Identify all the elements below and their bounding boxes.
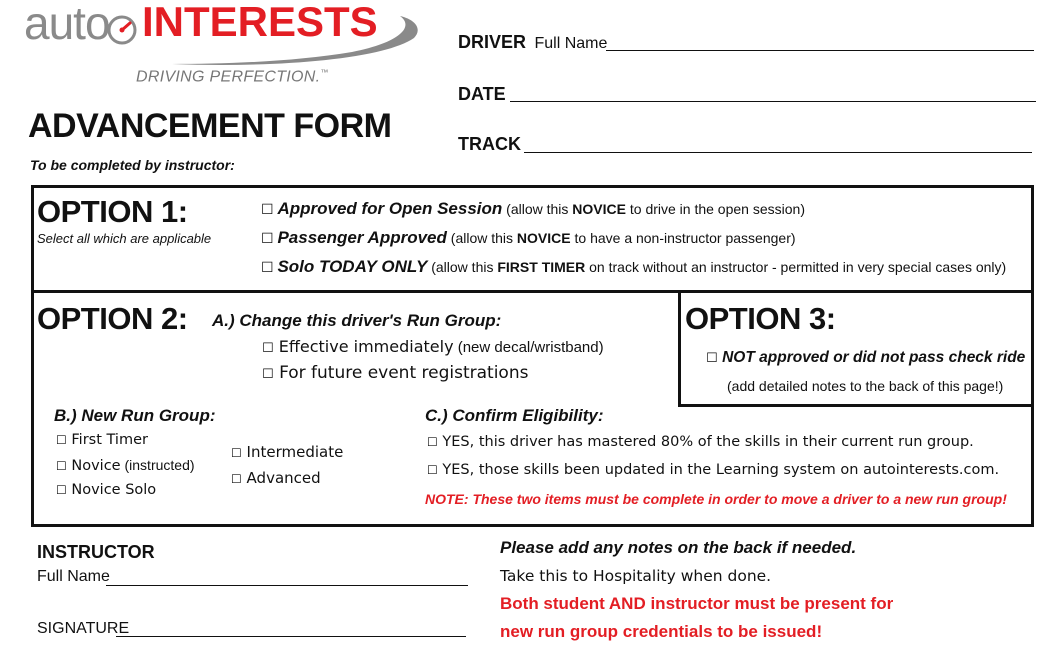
option2-heading: OPTION 2:: [37, 301, 188, 336]
checkbox-icon[interactable]: ☐: [261, 202, 274, 218]
footer-notes: Please add any notes on the back if needed.: [500, 538, 857, 557]
form-title: ADVANCEMENT FORM: [28, 107, 392, 145]
checkbox-icon[interactable]: ☐: [56, 433, 67, 447]
checkbox-icon[interactable]: ☐: [56, 459, 67, 473]
driver-label: DRIVER: [458, 32, 527, 52]
driver-track-field[interactable]: [524, 152, 1032, 153]
checkbox-icon[interactable]: ☐: [427, 463, 438, 477]
form-subtitle: To be completed by instructor:: [30, 157, 235, 173]
eligibility-item-mastered[interactable]: ☐ YES, this driver has mastered 80% of the skills in their current run group.: [427, 434, 974, 450]
checkbox-icon[interactable]: ☐: [262, 367, 274, 382]
option3-note: (add detailed notes to the back of this page!): [727, 378, 1004, 394]
logo-word-auto: auto: [24, 0, 110, 49]
driver-name-row: [458, 32, 607, 53]
checkbox-icon[interactable]: ☐: [261, 260, 274, 276]
option2-c-label: C.) Confirm Eligibility:: [425, 406, 604, 425]
option3-heading: OPTION 3:: [685, 301, 836, 336]
footer-warning-line2: new run group credentials to be issued!: [500, 622, 823, 641]
run-group-advanced[interactable]: ☐ Advanced: [231, 469, 321, 487]
checkbox-icon[interactable]: ☐: [262, 341, 274, 356]
checkbox-icon[interactable]: ☐: [427, 435, 438, 449]
run-group-first-timer[interactable]: ☐ First Timer: [56, 432, 148, 448]
eligibility-note: NOTE: These two items must be complete in order to move a driver to a new run group!: [425, 491, 1007, 507]
driver-date-field[interactable]: [510, 101, 1036, 102]
driver-date-label: DATE: [458, 84, 506, 104]
brand-logo: [22, 2, 422, 97]
driver-name-field[interactable]: [606, 50, 1034, 51]
instructor-full-name-label: Full Name: [37, 568, 110, 585]
checkbox-icon[interactable]: ☐: [261, 231, 274, 247]
speedometer-icon: [106, 14, 138, 46]
option2-a-label: A.) Change this driver's Run Group:: [212, 311, 502, 330]
logo-word-interests: INTERESTS: [142, 0, 378, 45]
option3-item-not-approved[interactable]: ☐ NOT approved or did not pass check ride: [706, 349, 1026, 366]
instructor-name-field[interactable]: [106, 585, 468, 586]
option2-b-label: B.) New Run Group:: [54, 406, 216, 425]
instructor-signature-label: SIGNATURE: [37, 620, 130, 637]
eligibility-item-updated[interactable]: ☐ YES, those skills been updated in the Learning system on autointerests.com.: [427, 462, 1000, 478]
option1-item-solo[interactable]: ☐ Solo TODAY ONLY (allow this FIRST TIMER on track without an instructor - permitted in very special cases only): [261, 257, 1007, 276]
run-group-novice[interactable]: ☐ Novice (instructed): [56, 457, 195, 474]
option2-a-item-immediately[interactable]: ☐ Effective immediately (new decal/wristband): [262, 337, 604, 356]
checkbox-icon[interactable]: ☐: [56, 483, 67, 497]
run-group-intermediate[interactable]: ☐ Intermediate: [231, 443, 344, 461]
footer-warning-line1: Both student AND instructor must be present for: [500, 594, 894, 613]
checkbox-icon[interactable]: ☐: [231, 446, 242, 460]
instructor-heading: INSTRUCTOR: [37, 542, 155, 562]
option1-item-open-session[interactable]: ☐ Approved for Open Session (allow this NOVICE to drive in the open session): [261, 199, 805, 218]
option1-heading: OPTION 1:: [37, 194, 188, 229]
driver-full-name-label: Full Name: [534, 35, 608, 52]
driver-track-label: TRACK: [458, 134, 521, 154]
instructor-signature-field[interactable]: [116, 636, 466, 637]
option2-a-item-future[interactable]: ☐ For future event registrations: [262, 363, 529, 383]
checkbox-icon[interactable]: ☐: [706, 351, 718, 366]
option1-note: Select all which are applicable: [37, 231, 212, 246]
footer-take: Take this to Hospitality when done.: [500, 567, 772, 585]
brand-tagline: DRIVING PERFECTION.™: [136, 68, 329, 86]
option1-item-passenger[interactable]: ☐ Passenger Approved (allow this NOVICE to have a non-instructor passenger): [261, 228, 796, 247]
checkbox-icon[interactable]: ☐: [231, 472, 242, 486]
run-group-novice-solo[interactable]: ☐ Novice Solo: [56, 482, 157, 498]
